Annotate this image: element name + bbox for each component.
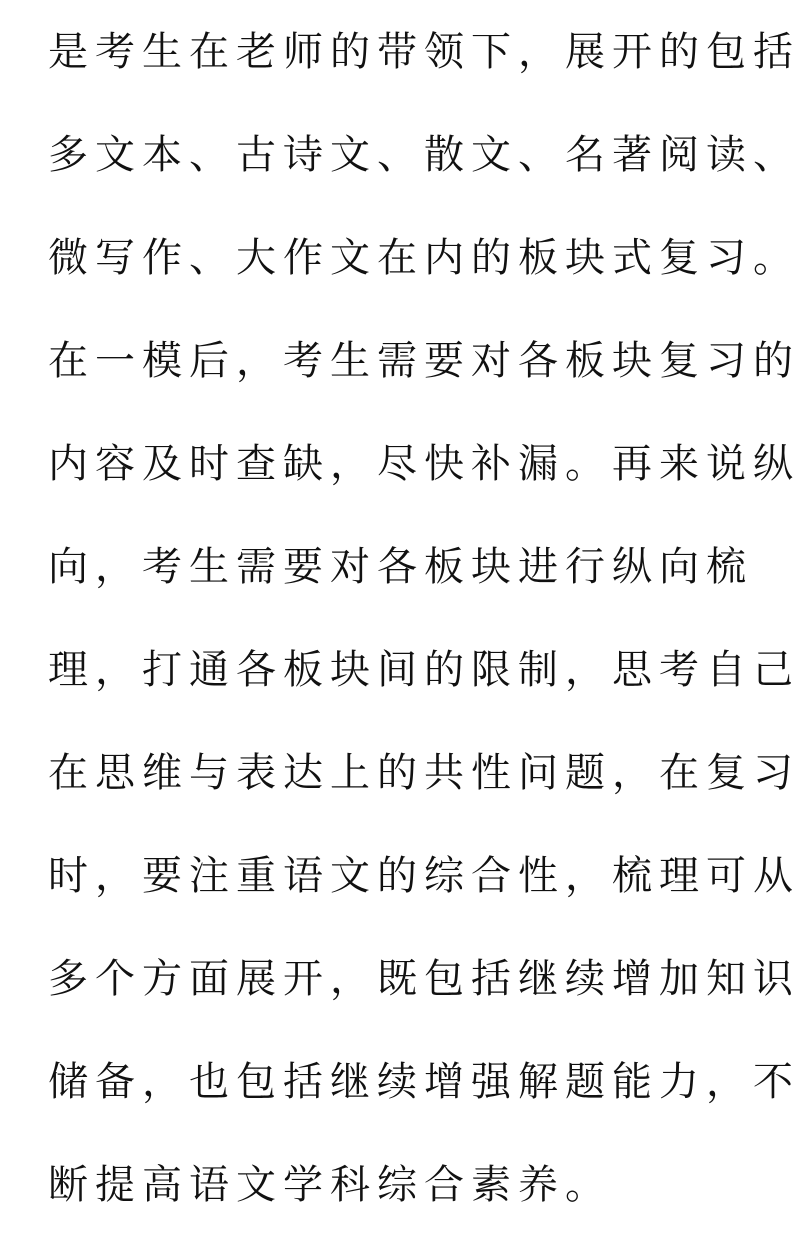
- text-line: 是考生在老师的带领下，展开的包括: [48, 29, 800, 75]
- text-line: 理，打通各板块间的限制，思考自己: [48, 647, 800, 693]
- text-line: 时，要注重语文的综合性，梳理可从: [48, 853, 800, 899]
- text-line: 在一模后，考生需要对各板块复习的: [48, 338, 800, 384]
- text-line: 微写作、大作文在内的板块式复习。: [48, 235, 800, 281]
- article-body: [48, 0, 800, 1237]
- text-line: 在思维与表达上的共性问题，在复习: [48, 750, 800, 796]
- text-line: 断提高语文学科综合素养。: [48, 1162, 612, 1208]
- text-line: 多个方面展开，既包括继续增加知识: [48, 956, 800, 1002]
- text-line: 向，考生需要对各板块进行纵向梳: [48, 544, 753, 590]
- text-line: 储备，也包括继续增强解题能力，不: [48, 1059, 800, 1105]
- text-line: 内容及时查缺，尽快补漏。再来说纵: [48, 441, 800, 487]
- text-line: 多文本、古诗文、散文、名著阅读、: [48, 132, 800, 178]
